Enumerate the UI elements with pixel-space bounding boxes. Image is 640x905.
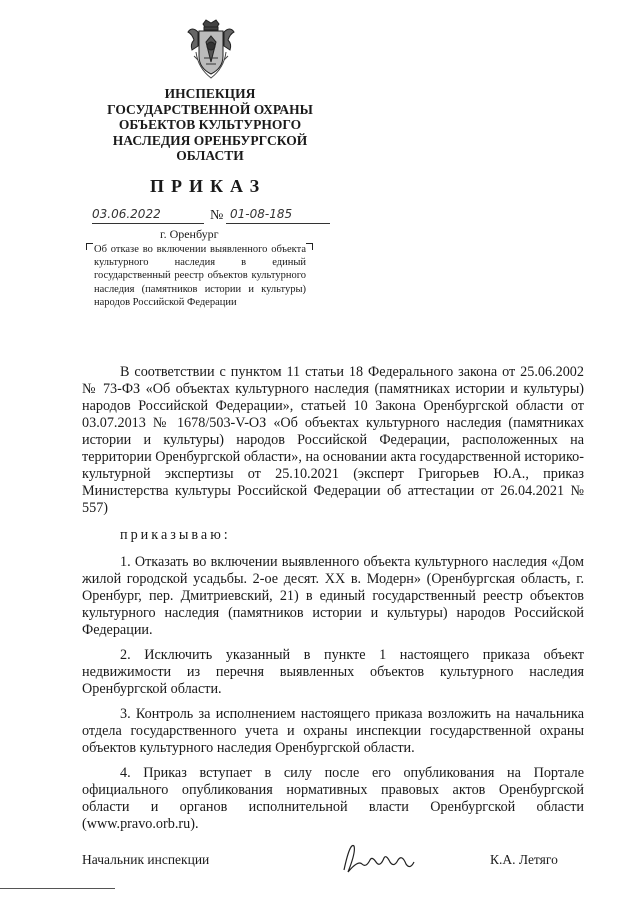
- agency-line: ИНСПЕКЦИЯ: [164, 86, 256, 101]
- handwritten-number: 01-08-185: [230, 207, 293, 221]
- number-underline: [226, 223, 330, 224]
- agency-line: ГОСУДАРСТВЕННОЙ ОХРАНЫ: [107, 101, 313, 117]
- order-body: [82, 364, 584, 833]
- city: г. Оренбург: [160, 227, 219, 241]
- agency-line: ОБЪЕКТОВ КУЛЬТУРНОГО: [118, 117, 302, 132]
- order-item: 3. Контроль за исполнением настоящего приказа возложить на начальника отдела государственного учета и охраны инспекции государственной охраны объектов культурного наследия Оренбургской области.: [82, 706, 584, 756]
- signature-icon: [340, 838, 430, 878]
- signatory-name: К.А. Летяго: [490, 852, 558, 867]
- subject-bracket-right: [306, 243, 313, 250]
- preamble-paragraph: В соответствии с пунктом 11 статьи 18 Федерального закона от 25.06.2002 № 73-ФЗ «Об объектах культурного наследия (памятниках истории и культуры) народов Российской Федерации», статьей 10 Закона Оренбургской области от 03.07.2013 № 1678/503-V-ОЗ «Об объектах культурного наследия (памятниках истории и культуры) народов Российской Федерации, расположенных на территории Оренбургской области», на основании акта государственной историко-культурной экспертизы от 25.10.2021 (эксперт Григорьев Ю.А., приказ Министерства культуры Российской Федерации об аттестации от 26.04.2021 № 557): [82, 364, 584, 516]
- prikazyvayu-label: приказываю:: [120, 527, 231, 543]
- order-item: 4. Приказ вступает в силу после его опубликования на Портале официального опубликования нормативных правовых актов Оренбургской области и органов исполнительной власти Оренбургской области (www.pravo.orb.ru).: [82, 765, 584, 832]
- handwritten-date: 03.06.2022: [92, 207, 161, 221]
- agency-line: НАСЛЕДИЯ ОРЕНБУРГСКОЙ: [112, 132, 308, 148]
- subject-bracket-left: [86, 243, 93, 250]
- date-number-line: [92, 207, 332, 229]
- coat-of-arms-icon: [186, 18, 236, 80]
- agency-line: ОБЛАСТИ: [176, 148, 244, 163]
- document-title: ПРИКАЗ: [150, 176, 267, 196]
- order-item: 1. Отказать во включении выявленного объекта культурного наследия «Дом жилой городской усадьбы. 2-ое десят. XX в. Модерн» (Оренбургская область, г. Оренбург, пер. Дмитриевский, 21) в единый государственный реестр объектов культурного наследия (памятников истории и культуры) народов Российской Федерации.: [82, 554, 584, 638]
- order-item: 2. Исключить указанный в пункте 1 настоящего приказа объект недвижимости из перечня выявленных объектов культурного наследия Оренбургской области.: [82, 647, 584, 697]
- date-underline: [92, 223, 204, 224]
- signatory-position: Начальник инспекции: [82, 852, 210, 867]
- agency-name: [100, 86, 320, 164]
- order-subject: Об отказе во включении выявленного объекта культурного наследия в единый государственный реестр объектов культурного наследия (памятников истории и культуры) народов Российской Федерации: [94, 244, 306, 308]
- number-sign: №: [210, 208, 224, 223]
- footer-divider: [0, 888, 115, 889]
